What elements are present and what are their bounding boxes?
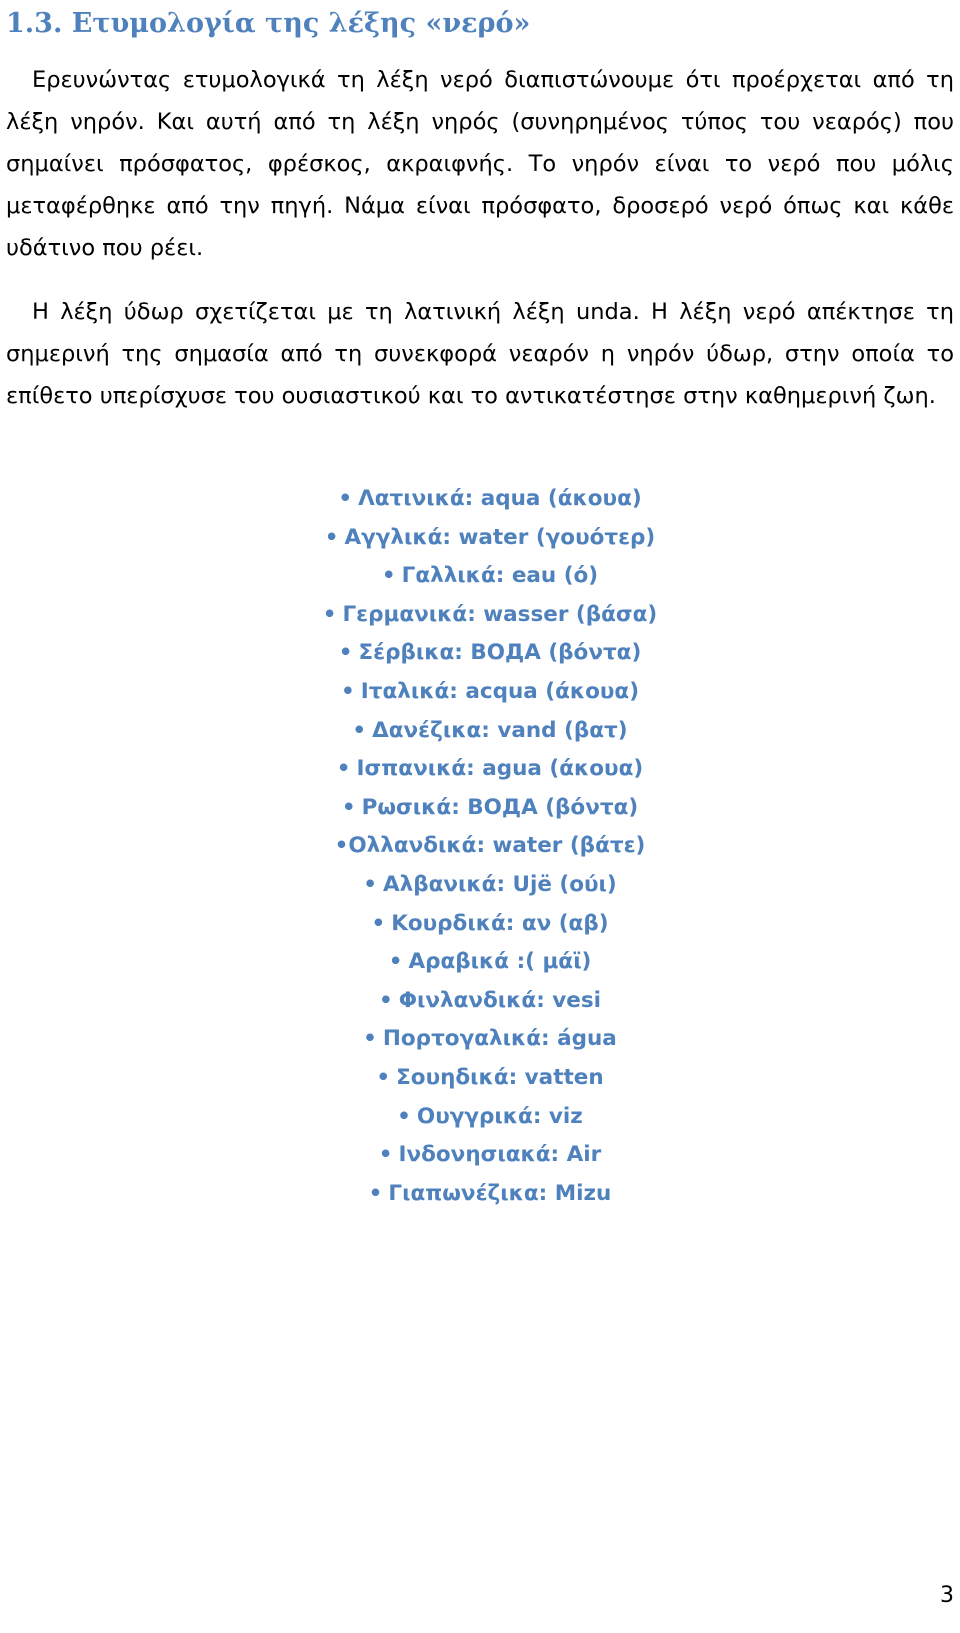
bullet-icon: • — [340, 678, 355, 704]
list-item-label: Ολλανδικά: water (βάτε) — [348, 833, 646, 859]
list-item — [0, 673, 960, 712]
bullet-icon: • — [381, 563, 396, 589]
list-item — [0, 750, 960, 789]
section-heading: 1.3. Ετυμολογία της λέξης «νερό» — [6, 8, 531, 39]
bullet-icon: • — [363, 1026, 377, 1052]
list-item — [0, 827, 960, 866]
list-item-label: Φινλανδικά: vesi — [398, 987, 602, 1013]
list-item-label: Σουηδικά: vatten — [396, 1064, 604, 1090]
list-item — [0, 866, 960, 905]
bullet-icon: • — [338, 640, 353, 666]
bullet-icon: • — [376, 1064, 391, 1090]
list-item-label: Ινδονησιακά: Air — [398, 1142, 602, 1168]
list-item-label: Γαλλικά: eau (ό) — [401, 563, 599, 589]
bullet-icon: • — [322, 601, 337, 627]
paragraph-etymology-meaning: Η λέξη ύδωρ σχετίζεται με τη λατινική λέξη unda. Η λέξη νερό απέκτησε τη σημερινή της σημασία από τη συνεκφορά νεαρόν η νηρόν ύδωρ, στην οποία το επίθετο υπερίσχυσε του ουσιαστικού και το αντικατέστησε στην καθημερινή ζωη. — [6, 299, 954, 409]
language-list — [0, 480, 960, 1213]
list-item-label: Πορτογαλικά: água — [382, 1026, 617, 1052]
bullet-icon: • — [371, 910, 386, 936]
list-item-label: Αλβανικά: Ujë (ούι) — [382, 871, 617, 897]
list-item-label: Κουρδικά: αν (αβ) — [391, 910, 609, 936]
bullet-icon: • — [363, 871, 377, 897]
bullet-icon: • — [397, 1103, 411, 1129]
bullet-icon: • — [334, 833, 349, 859]
list-item — [0, 596, 960, 635]
bullet-icon: • — [378, 987, 393, 1013]
list-item — [0, 1136, 960, 1175]
list-item — [0, 557, 960, 596]
list-item — [0, 943, 960, 982]
page-number: 3 — [940, 1583, 954, 1608]
list-item — [0, 480, 960, 519]
list-item-label: Σέρβικα: ΒΟДА (βόντα) — [358, 640, 642, 666]
list-item — [0, 1175, 960, 1214]
list-item-label: Ιταλικά: acqua (άκουα) — [360, 678, 640, 704]
list-item — [0, 1020, 960, 1059]
list-item — [0, 1098, 960, 1137]
list-item-label: Αγγλικά: water (γουότερ) — [344, 524, 656, 550]
list-item — [0, 789, 960, 828]
list-item-label: Αραβικά :( μάϊ) — [408, 949, 592, 975]
bullet-icon: • — [352, 717, 367, 743]
list-item-label: Λατινικά: aqua (άκουα) — [358, 486, 642, 511]
list-item-label: Γερμανικά: wasser (βάσα) — [342, 601, 658, 627]
list-item — [0, 905, 960, 944]
list-item — [0, 982, 960, 1021]
list-item — [0, 634, 960, 673]
list-item — [0, 1059, 960, 1098]
bullet-icon: • — [336, 756, 351, 782]
bullet-icon: • — [324, 524, 339, 550]
bullet-icon: • — [388, 949, 403, 975]
bullet-icon: • — [368, 1180, 383, 1206]
list-item-label: Γιαπωνέζικα: Mizu — [388, 1180, 612, 1206]
list-item-label: Ισπανικά: agua (άκουα) — [356, 756, 644, 782]
bullet-icon: • — [378, 1142, 393, 1168]
list-item-label: Ουγγρικά: viz — [416, 1103, 583, 1129]
list-item — [0, 712, 960, 751]
list-item-label: Ρωσικά: ВОДА (βόντα) — [361, 794, 639, 820]
paragraph-etymology-origin: Ερευνώντας ετυμολογικά τη λέξη νερό διαπιστώνουμε ότι προέρχεται από τη λέξη νηρόν. Και αυτή από τη λέξη νηρός (συνηρημένος τύπος του νεαρός) που σημαίνει πρόσφατος, φρέσκος, ακραιφνής. Το νηρόν είναι το νερό που μόλις μεταφέρθηκε από την πηγή. Νάμα είναι πρόσφατο, δροσερό νερό όπως και κάθε υδάτινο που ρέει. — [6, 67, 954, 261]
list-item — [0, 519, 960, 558]
bullet-icon: • — [341, 794, 356, 820]
list-item-label: Δανέζικα: vand (βατ) — [372, 717, 628, 743]
bullet-icon: • — [338, 486, 353, 511]
